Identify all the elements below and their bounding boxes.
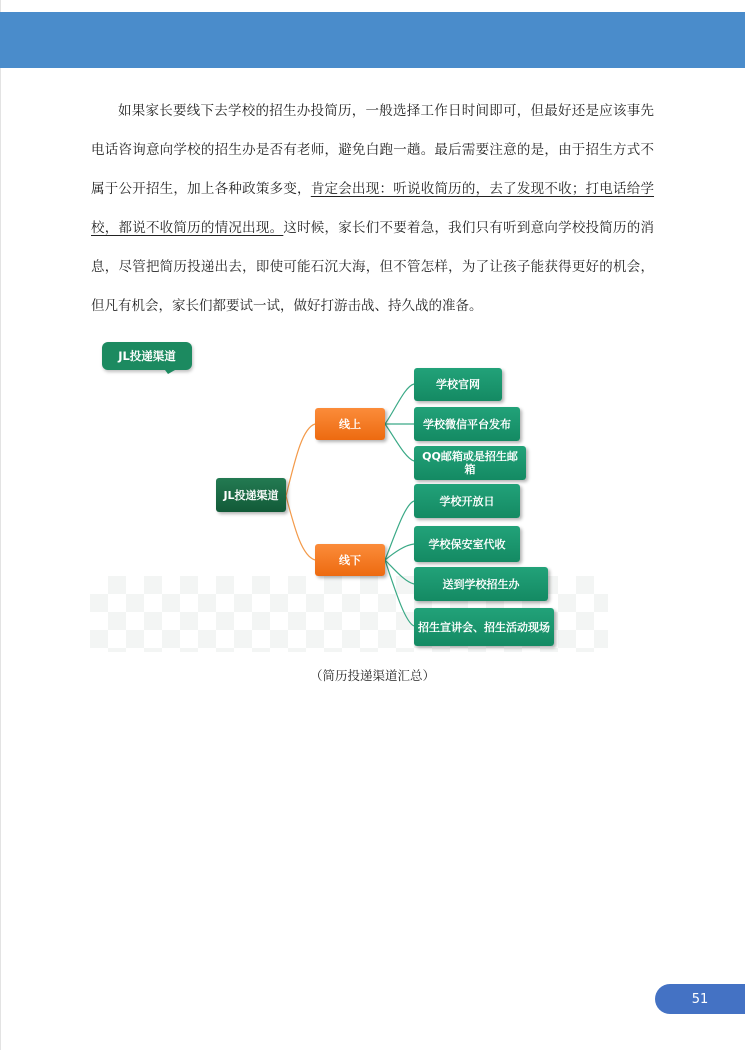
page-edge	[0, 0, 1, 1050]
online-item-wechat: 学校微信平台发布	[414, 407, 520, 441]
connector-root-offline	[286, 496, 315, 560]
offline-item-info-session: 招生宣讲会、招生活动现场	[414, 608, 554, 646]
root-node: JL投递渠道	[216, 478, 286, 512]
paragraph	[91, 92, 654, 326]
figure-caption: （简历投递渠道汇总）	[309, 668, 435, 683]
offline-item-admissions-office: 送到学校招生办	[414, 567, 548, 601]
connector-online-1	[385, 384, 414, 424]
connector-offline-4	[385, 560, 414, 626]
page-number: 51	[655, 984, 745, 1014]
paragraph-text-continued: 这时候，家长们不要着急，我们只有听到意向学校投简历的消息，尽管把简历投递出去，即使可能石沉大海，但不管怎样，为了让孩子能获得更好的机会，但凡有机会，家长们都要试一试，做好打游击战、持久战的准备。	[91, 220, 655, 314]
callout-label: JL投递渠道	[102, 342, 192, 370]
offline-item-open-day: 学校开放日	[414, 484, 520, 518]
online-item-email: QQ邮箱或是招生邮箱	[414, 446, 526, 480]
body-text	[91, 92, 654, 326]
offline-node: 线下	[315, 544, 385, 576]
connector-root-online	[286, 424, 315, 496]
connector-online-3	[385, 424, 414, 461]
online-item-website: 学校官网	[414, 368, 502, 401]
offline-item-security-room: 学校保安室代收	[414, 526, 520, 562]
connector-offline-2	[385, 544, 414, 560]
underlined-text: 肯定会出现：听说收简历的，去了发现不收；打电话给学校，都说不收简历的情况出现。	[91, 181, 655, 236]
connector-offline-1	[385, 501, 414, 560]
paragraph-text: 如果家长要线下去学校的招生办投简历，一般选择工作日时间即可，但最好还是应该事先电话咨询意向学校的招生办是否有老师，避免白跑一趟。最后需要注意的是，由于招生方式不属于公开招生，加上各种政策多变，	[91, 103, 654, 197]
online-node: 线上	[315, 408, 385, 440]
channel-diagram	[90, 340, 610, 660]
header-band	[0, 12, 745, 68]
